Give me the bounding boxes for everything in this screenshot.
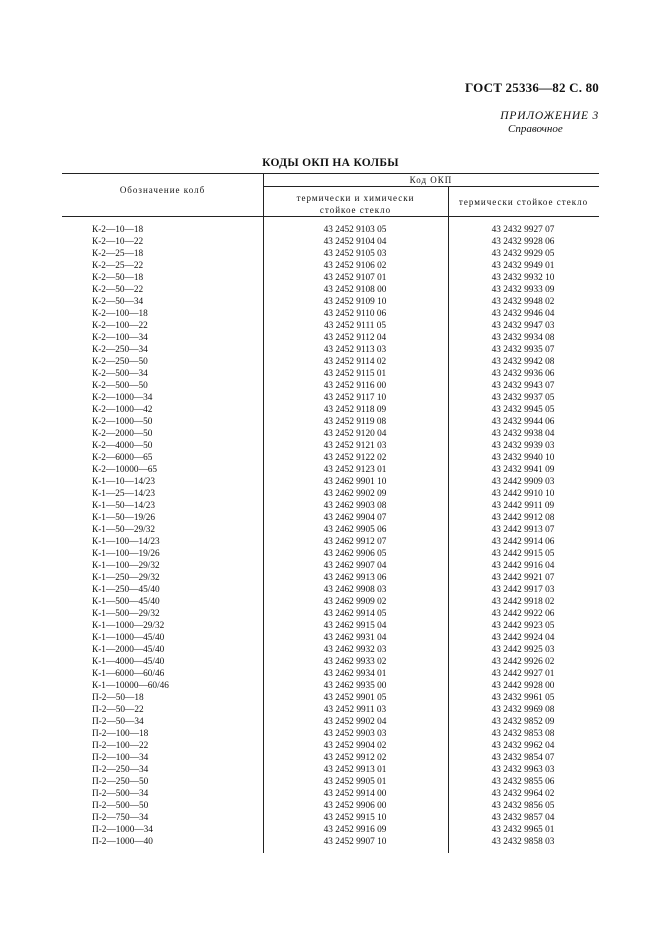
okp-code-thermal: 43 2442 9909 03: [491, 477, 555, 487]
thermal-chemical-header: [263, 192, 448, 216]
okp-code-thermal: 43 2432 9934 08: [491, 333, 555, 343]
table-row: [62, 812, 598, 824]
table-row: [62, 452, 598, 464]
flask-designation: К-1—1000—45/40: [92, 633, 165, 643]
table-row: [62, 512, 598, 524]
okp-code-thermal: 43 2442 9924 04: [491, 633, 555, 643]
table-row: [62, 464, 598, 476]
table-row: [62, 488, 598, 500]
table-row: [62, 608, 598, 620]
okp-code-thermal: 43 2432 9935 07: [491, 345, 555, 355]
table-row: [62, 656, 598, 668]
table-row: [62, 416, 598, 428]
okp-code-thermal: 43 2432 9949 01: [491, 261, 555, 271]
okp-code-thermal-chemical: 43 2462 9907 04: [323, 561, 387, 571]
okp-code-thermal: 43 2442 9914 06: [491, 537, 555, 547]
okp-code-thermal-chemical: 43 2452 9104 04: [323, 237, 387, 247]
header-bottom-rule: [62, 216, 599, 217]
okp-code-thermal-chemical: 43 2452 9114 02: [323, 357, 387, 367]
flask-designation: К-2—25—22: [92, 261, 144, 271]
flask-designation: К-1—250—45/40: [92, 585, 160, 595]
table-body: [62, 224, 598, 848]
thermal-chemical-header-line-2: стойкое стекло: [319, 205, 392, 215]
okp-code-thermal: 43 2432 9854 07: [491, 753, 555, 763]
okp-code-thermal: 43 2432 9939 03: [491, 441, 555, 451]
okp-code-thermal: 43 2442 9915 05: [491, 549, 555, 559]
okp-code-thermal-chemical: 43 2452 9115 01: [323, 369, 387, 379]
table-row: [62, 440, 598, 452]
table-row: [62, 476, 598, 488]
okp-code-thermal: 43 2432 9858 03: [491, 837, 555, 847]
okp-code-thermal: 43 2432 9944 06: [491, 417, 555, 427]
flask-designation: К-1—500—29/32: [92, 609, 160, 619]
table-row: [62, 836, 598, 848]
flask-designation: К-2—2000—50: [92, 429, 153, 439]
okp-code-thermal-chemical: 43 2452 9903 03: [323, 729, 387, 739]
flask-designation: К-1—2000—45/40: [92, 645, 165, 655]
flask-designation: П-2—50—34: [92, 717, 144, 727]
group-rule: [263, 186, 599, 187]
okp-code-thermal-chemical: 43 2462 9902 09: [323, 489, 387, 499]
okp-code-thermal-chemical: 43 2452 9911 03: [323, 705, 387, 715]
okp-code-thermal-chemical: 43 2452 9112 04: [323, 333, 387, 343]
flask-designation: К-2—1000—42: [92, 405, 153, 415]
okp-code-thermal: 43 2442 9926 02: [491, 657, 555, 667]
reference-note: Справочное: [508, 123, 563, 135]
okp-code-thermal-chemical: 43 2452 9107 01: [323, 273, 387, 283]
flask-designation: П-2—1000—34: [92, 825, 153, 835]
appendix-label: ПРИЛОЖЕНИЕ 3: [500, 110, 599, 122]
okp-code-thermal: 43 2442 9928 00: [491, 681, 555, 691]
okp-code-thermal-chemical: 43 2452 9116 00: [323, 381, 387, 391]
okp-code-thermal-chemical: 43 2462 9905 06: [323, 525, 387, 535]
flask-designation: К-2—250—50: [92, 357, 148, 367]
okp-code-thermal: 43 2442 9925 03: [491, 645, 555, 655]
table-row: [62, 404, 598, 416]
okp-code-thermal-chemical: 43 2462 9904 07: [323, 513, 387, 523]
table-row: [62, 788, 598, 800]
okp-code-thermal-chemical: 43 2452 9914 00: [323, 789, 387, 799]
okp-code-thermal: 43 2432 9857 04: [491, 813, 555, 823]
okp-code-thermal: 43 2432 9942 08: [491, 357, 555, 367]
flask-designation: П-2—100—18: [92, 729, 149, 739]
okp-code-thermal-chemical: 43 2462 9909 02: [323, 597, 387, 607]
flask-designation: К-2—50—22: [92, 285, 144, 295]
okp-code-thermal: 43 2432 9948 02: [491, 297, 555, 307]
flask-designation: К-2—6000—65: [92, 453, 153, 463]
okp-code-thermal-chemical: 43 2462 9915 04: [323, 621, 387, 631]
okp-code-thermal: 43 2432 9965 01: [491, 825, 555, 835]
okp-code-thermal: 43 2432 9962 04: [491, 741, 555, 751]
okp-code-thermal: 43 2442 9910 10: [491, 489, 555, 499]
table-row: [62, 704, 598, 716]
okp-code-thermal: 43 2442 9918 02: [491, 597, 555, 607]
okp-code-thermal-chemical: 43 2462 9912 07: [323, 537, 387, 547]
table-row: [62, 344, 598, 356]
okp-code-thermal: 43 2432 9927 07: [491, 225, 555, 235]
flask-designation: К-2—4000—50: [92, 441, 153, 451]
okp-code-thermal-chemical: 43 2462 9903 08: [323, 501, 387, 511]
okp-code-thermal-chemical: 43 2452 9904 02: [323, 741, 387, 751]
okp-code-thermal-chemical: 43 2452 9119 08: [323, 417, 387, 427]
okp-code-thermal-chemical: 43 2462 9934 01: [323, 669, 387, 679]
table-row: [62, 644, 598, 656]
table-row: [62, 716, 598, 728]
table-row: [62, 824, 598, 836]
okp-code-thermal-chemical: 43 2452 9916 09: [323, 825, 387, 835]
table-row: [62, 272, 598, 284]
table-row: [62, 224, 598, 236]
okp-code-thermal: 43 2432 9943 07: [491, 381, 555, 391]
okp-code-thermal-chemical: 43 2452 9905 01: [323, 777, 387, 787]
flask-designation: К-2—100—22: [92, 321, 148, 331]
thermal-chemical-header-line-1: термически и химически: [296, 193, 415, 203]
flask-designation: К-2—100—34: [92, 333, 148, 343]
okp-code-thermal-chemical: 43 2452 9915 10: [323, 813, 387, 823]
okp-code-thermal-chemical: 43 2452 9120 04: [323, 429, 387, 439]
okp-code-thermal: 43 2432 9928 06: [491, 237, 555, 247]
table-row: [62, 800, 598, 812]
okp-code-thermal: 43 2442 9911 09: [491, 501, 555, 511]
okp-code-thermal: 43 2432 9855 06: [491, 777, 555, 787]
flask-designation: К-1—50—19/26: [92, 513, 156, 523]
table-row: [62, 428, 598, 440]
okp-code-thermal: 43 2442 9923 05: [491, 621, 555, 631]
flask-designation: К-2—50—34: [92, 297, 144, 307]
okp-code-thermal: 43 2442 9916 04: [491, 561, 555, 571]
okp-code-thermal: 43 2432 9853 08: [491, 729, 555, 739]
flask-designation: К-2—50—18: [92, 273, 144, 283]
okp-code-thermal: 43 2432 9963 03: [491, 765, 555, 775]
flask-designation: К-2—25—18: [92, 249, 144, 259]
table-row: [62, 572, 598, 584]
okp-code-thermal-chemical: 43 2452 9105 03: [323, 249, 387, 259]
okp-code-thermal-chemical: 43 2452 9123 01: [323, 465, 387, 475]
okp-code-thermal-chemical: 43 2452 9907 10: [323, 837, 387, 847]
flask-designation: П-2—500—50: [92, 801, 149, 811]
flask-designation: К-2—10—22: [92, 237, 144, 247]
okp-code-thermal-chemical: 43 2452 9111 05: [323, 321, 387, 331]
table-row: [62, 248, 598, 260]
table-row: [62, 620, 598, 632]
flask-designation: К-1—100—14/23: [92, 537, 160, 547]
flask-designation: К-1—4000—45/40: [92, 657, 165, 667]
flask-designation: К-1—250—29/32: [92, 573, 160, 583]
okp-code-thermal-chemical: 43 2452 9110 06: [323, 309, 387, 319]
flask-designation: П-2—50—18: [92, 693, 144, 703]
table-row: [62, 728, 598, 740]
okp-code-thermal: 43 2432 9945 05: [491, 405, 555, 415]
okp-code-thermal-chemical: 43 2462 9933 02: [323, 657, 387, 667]
okp-code-thermal: 43 2442 9927 01: [491, 669, 555, 679]
table-row: [62, 680, 598, 692]
okp-code-thermal-chemical: 43 2462 9913 06: [323, 573, 387, 583]
thermal-header: термически стойкое стекло: [458, 197, 589, 207]
flask-designation: П-2—500—34: [92, 789, 149, 799]
okp-code-thermal: 43 2432 9936 06: [491, 369, 555, 379]
okp-code-thermal-chemical: 43 2452 9103 05: [323, 225, 387, 235]
okp-code-thermal-chemical: 43 2452 9906 00: [323, 801, 387, 811]
okp-code-thermal-chemical: 43 2452 9118 09: [323, 405, 387, 415]
flask-designation: К-2—250—34: [92, 345, 148, 355]
okp-code-thermal: 43 2432 9937 05: [491, 393, 555, 403]
flask-designation: К-1—50—29/32: [92, 525, 156, 535]
flask-designation: К-1—1000—29/32: [92, 621, 165, 631]
okp-code-thermal-chemical: 43 2452 9912 02: [323, 753, 387, 763]
okp-code-thermal: 43 2432 9929 05: [491, 249, 555, 259]
okp-code-thermal-chemical: 43 2452 9913 01: [323, 765, 387, 775]
okp-code-thermal: 43 2432 9938 04: [491, 429, 555, 439]
table-row: [62, 752, 598, 764]
table-row: [62, 632, 598, 644]
table-row: [62, 548, 598, 560]
okp-code-thermal-chemical: 43 2462 9908 03: [323, 585, 387, 595]
okp-code-thermal-chemical: 43 2452 9901 05: [323, 693, 387, 703]
okp-code-thermal: 43 2442 9912 08: [491, 513, 555, 523]
okp-code-header: Код ОКП: [409, 175, 453, 185]
okp-code-thermal: 43 2432 9947 03: [491, 321, 555, 331]
okp-code-thermal-chemical: 43 2452 9108 00: [323, 285, 387, 295]
flask-designation: П-2—250—34: [92, 765, 149, 775]
table-row: [62, 296, 598, 308]
okp-code-thermal-chemical: 43 2462 9914 05: [323, 609, 387, 619]
okp-code-thermal: 43 2442 9913 07: [491, 525, 555, 535]
okp-code-thermal-chemical: 43 2452 9122 02: [323, 453, 387, 463]
okp-code-thermal: 43 2432 9933 09: [491, 285, 555, 295]
flask-designation: К-1—50—14/23: [92, 501, 156, 511]
okp-code-thermal: 43 2432 9969 08: [491, 705, 555, 715]
flask-designation: К-2—100—18: [92, 309, 148, 319]
table-row: [62, 524, 598, 536]
okp-code-thermal: 43 2432 9961 05: [491, 693, 555, 703]
flask-designation: К-2—10—18: [92, 225, 144, 235]
table-row: [62, 356, 598, 368]
okp-code-thermal-chemical: 43 2452 9902 04: [323, 717, 387, 727]
okp-code-thermal-chemical: 43 2462 9931 04: [323, 633, 387, 643]
okp-code-thermal: 43 2442 9917 03: [491, 585, 555, 595]
table-row: [62, 560, 598, 572]
table-row: [62, 332, 598, 344]
flask-designation: К-1—25—14/23: [92, 489, 156, 499]
designation-header: Обозначение колб: [119, 185, 206, 195]
table-row: [62, 500, 598, 512]
flask-designation: К-1—10000—60/46: [92, 681, 169, 691]
okp-code-thermal: 43 2432 9941 09: [491, 465, 555, 475]
table-row: [62, 584, 598, 596]
flask-designation: П-2—100—34: [92, 753, 149, 763]
page-reference: ГОСТ 25336—82 С. 80: [465, 80, 599, 95]
flask-designation: П-2—50—22: [92, 705, 144, 715]
flask-designation: К-2—10000—65: [92, 465, 158, 475]
table-row: [62, 308, 598, 320]
okp-code-thermal-chemical: 43 2452 9106 02: [323, 261, 387, 271]
okp-code-thermal: 43 2432 9946 04: [491, 309, 555, 319]
table-row: [62, 260, 598, 272]
flask-designation: К-1—100—19/26: [92, 549, 160, 559]
flask-designation: К-2—500—50: [92, 381, 148, 391]
okp-code-thermal-chemical: 43 2452 9121 03: [323, 441, 387, 451]
okp-code-thermal-chemical: 43 2462 9901 10: [323, 477, 387, 487]
table-row: [62, 536, 598, 548]
okp-code-thermal: 43 2432 9856 05: [491, 801, 555, 811]
okp-code-thermal-chemical: 43 2462 9935 00: [323, 681, 387, 691]
flask-designation: К-2—1000—34: [92, 393, 153, 403]
table-row: [62, 692, 598, 704]
okp-code-thermal-chemical: 43 2452 9117 10: [323, 393, 387, 403]
table-row: [62, 380, 598, 392]
table-row: [62, 320, 598, 332]
okp-code-thermal: 43 2432 9964 02: [491, 789, 555, 799]
table-row: [62, 284, 598, 296]
okp-code-thermal-chemical: 43 2452 9109 10: [323, 297, 387, 307]
flask-designation: К-2—500—34: [92, 369, 148, 379]
okp-code-thermal: 43 2442 9922 06: [491, 609, 555, 619]
okp-code-thermal: 43 2432 9932 10: [491, 273, 555, 283]
flask-designation: П-2—100—22: [92, 741, 149, 751]
table-row: [62, 764, 598, 776]
table-row: [62, 236, 598, 248]
table-row: [62, 368, 598, 380]
okp-code-thermal: 43 2432 9852 09: [491, 717, 555, 727]
flask-designation: П-2—250—50: [92, 777, 149, 787]
table-row: [62, 596, 598, 608]
table-row: [62, 392, 598, 404]
okp-code-thermal: 43 2442 9921 07: [491, 573, 555, 583]
flask-designation: К-1—100—29/32: [92, 561, 160, 571]
flask-designation: К-1—10—14/23: [92, 477, 156, 487]
flask-designation: К-1—500—45/40: [92, 597, 160, 607]
flask-designation: П-2—1000—40: [92, 837, 153, 847]
flask-designation: П-2—750—34: [92, 813, 149, 823]
okp-code-thermal-chemical: 43 2462 9932 03: [323, 645, 387, 655]
flask-designation: К-2—1000—50: [92, 417, 153, 427]
flask-designation: К-1—6000—60/46: [92, 669, 165, 679]
okp-code-thermal-chemical: 43 2452 9113 03: [323, 345, 387, 355]
table-title: КОДЫ ОКП НА КОЛБЫ: [262, 157, 399, 169]
table-row: [62, 740, 598, 752]
table-row: [62, 776, 598, 788]
okp-code-thermal-chemical: 43 2462 9906 05: [323, 549, 387, 559]
okp-code-thermal: 43 2432 9940 10: [491, 453, 555, 463]
table-row: [62, 668, 598, 680]
